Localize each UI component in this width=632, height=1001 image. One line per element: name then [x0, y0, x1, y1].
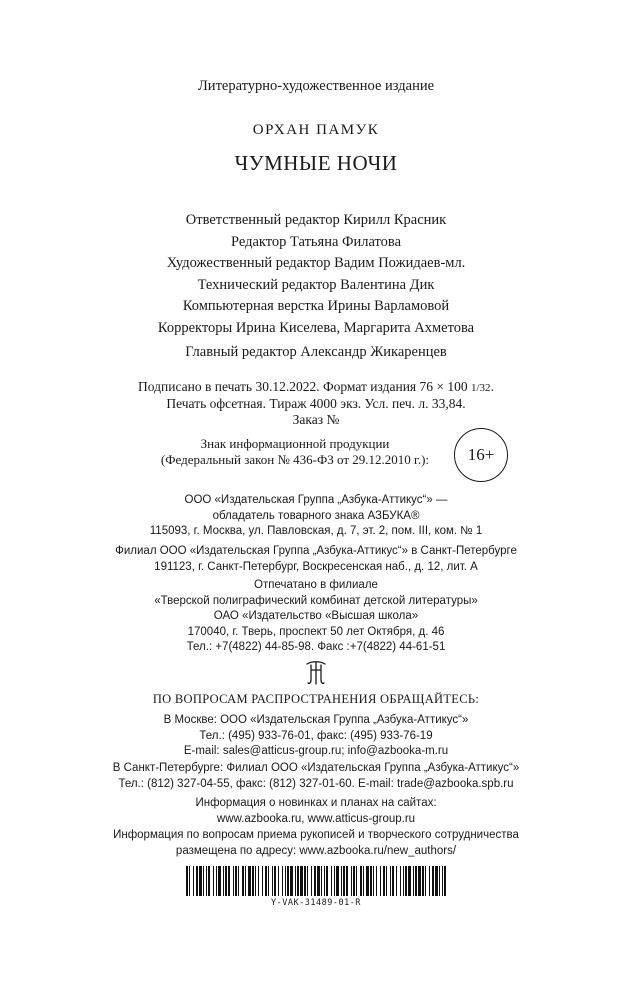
- age-rating-label: Знак информационной продукции (Федеральный закон № 436-ФЗ от 29.12.2010 г.):: [160, 436, 430, 467]
- manuscripts-info: Информация по вопросам приема рукописей и творческого сотрудничества размещена по адресу: www.azbooka.ru/new_authors/: [113, 829, 519, 857]
- edition-type-note: Литературно-художественное издание: [197, 78, 435, 94]
- staff-list: [0, 210, 632, 340]
- print-info-line: Подписано в печать 30.12.2022. Формат издания 76 × 100 1/32.: [138, 379, 494, 394]
- staff-line: Корректоры Ирина Киселева, Маргарита Ахметова: [157, 319, 475, 336]
- print-info-line: Заказ №: [292, 412, 340, 427]
- print-info: [0, 379, 632, 428]
- barcode-caption: Y-VAK-31489-01-R: [271, 898, 361, 908]
- barcode-icon: [186, 866, 446, 896]
- author-name: ОРХАН ПАМУК: [252, 122, 380, 138]
- staff-line: Компьютерная верстка Ирины Варламовой: [182, 298, 450, 315]
- staff-line: Ответственный редактор Кирилл Красник: [185, 212, 447, 228]
- staff-line: Технический редактор Валентина Дик: [197, 276, 435, 293]
- branch-block: Филиал ООО «Издательская Группа „Азбука-Аттикус“» в Санкт-Петербурге 191123, г. Санкт-Петербург, Воскресенская наб., д. 12, лит. А: [115, 545, 517, 573]
- staff-line: Художественный редактор Вадим Пожидаев-мл.: [166, 255, 466, 272]
- printer-block: Отпечатано в филиале «Тверской полиграфический комбинат детской литературы» ОАО «Издательство «Высшая школа» 170040, г. Тверь, проспект 50 лет Октября, д. 46 Тел.: +7(4822) 44-85-98. Факс :+7(4822) 44-61-51: [154, 579, 478, 653]
- book-title: ЧУМНЫЕ НОЧИ: [234, 151, 398, 175]
- spb-contacts: В Санкт-Петербурге: Филиал ООО «Издательская Группа „Азбука-Аттикус“» Тел.: (812) 327-04-55, факс: (812) 327-01-60. E-mail: trade@azbooka.spb.ru: [112, 762, 520, 790]
- moscow-contacts: В Москве: ООО «Издательская Группа „Азбука-Аттикус“» Тел.: (495) 933-76-01, факс: (495) 933-76-19 E-mail: sales@atticus-group.ru; info@azbooka-m.ru: [163, 714, 469, 757]
- format-fraction: 1/32: [471, 382, 491, 394]
- print-format: Подписано в печать 30.12.2022. Формат издания 76 × 100: [138, 379, 468, 394]
- staff-line: Редактор Татьяна Филатова: [230, 233, 402, 250]
- print-info-line: Печать офсетная. Тираж 4000 экз. Усл. печ. л. 33,84.: [166, 396, 466, 411]
- publisher-logo-icon: [304, 660, 328, 686]
- distribution-heading: ПО ВОПРОСАМ РАСПРОСТРАНЕНИЯ ОБРАЩАЙТЕСЬ:: [152, 692, 480, 706]
- chief-editor: Главный редактор Александр Жикаренцев: [185, 344, 447, 360]
- websites-info: Информация о новинках и планах на сайтах: www.azbooka.ru, www.atticus-group.ru: [195, 797, 437, 825]
- publisher-block: ООО «Издательская Группа „Азбука-Аттикус“» — обладатель товарного знака АЗБУКА® 115093, г. Москва, ул. Павловская, д. 7, эт. 2, пом. III, ком. № 1: [149, 494, 483, 537]
- age-rating-badge: 16+: [454, 428, 508, 482]
